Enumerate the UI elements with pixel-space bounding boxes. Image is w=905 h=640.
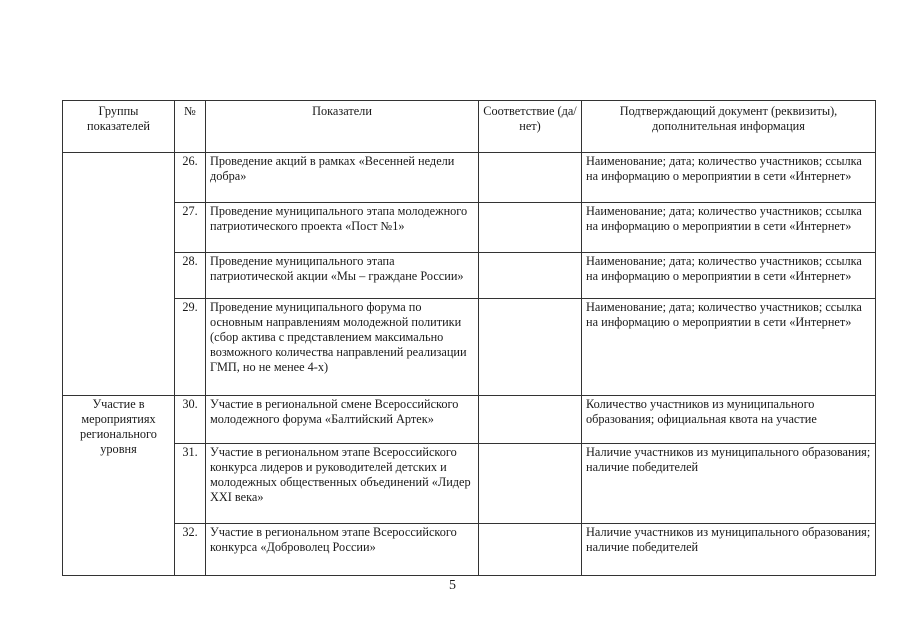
row-number: 28. xyxy=(175,253,206,299)
table-header-row xyxy=(63,101,876,153)
row-number: 27. xyxy=(175,203,206,253)
header-indicators: Показатели xyxy=(206,101,479,153)
page-number: 5 xyxy=(449,578,456,593)
table-row xyxy=(63,253,876,299)
table-row xyxy=(63,299,876,396)
indicator-cell: Проведение акций в рамках «Весенней недели добра» xyxy=(206,153,479,203)
compliance-cell xyxy=(479,203,582,253)
header-compliance: Соответствие (да/ нет) xyxy=(479,101,582,153)
compliance-cell xyxy=(479,253,582,299)
document-cell: Наименование; дата; количество участников; ссылка на информацию о мероприятии в сети «Интернет» xyxy=(582,203,876,253)
indicators-table xyxy=(62,100,876,576)
header-document: Подтверждающий документ (реквизиты), дополнительная информация xyxy=(582,101,876,153)
indicator-cell: Проведение муниципального этапа патриотической акции «Мы – граждане России» xyxy=(206,253,479,299)
compliance-cell xyxy=(479,396,582,444)
indicator-cell: Участие в региональной смене Всероссийского молодежного форума «Балтийский Артек» xyxy=(206,396,479,444)
row-number: 29. xyxy=(175,299,206,396)
document-cell: Наименование; дата; количество участников; ссылка на информацию о мероприятии в сети «Интернет» xyxy=(582,153,876,203)
group-cell-empty xyxy=(63,153,175,396)
row-number: 32. xyxy=(175,524,206,576)
document-cell: Наличие участников из муниципального образования; наличие победителей xyxy=(582,444,876,524)
compliance-cell xyxy=(479,153,582,203)
table-row xyxy=(63,203,876,253)
row-number: 30. xyxy=(175,396,206,444)
document-cell: Наименование; дата; количество участников; ссылка на информацию о мероприятии в сети «Интернет» xyxy=(582,299,876,396)
indicator-cell: Участие в региональном этапе Всероссийского конкурса «Доброволец России» xyxy=(206,524,479,576)
row-number: 26. xyxy=(175,153,206,203)
row-number: 31. xyxy=(175,444,206,524)
compliance-cell xyxy=(479,444,582,524)
compliance-cell xyxy=(479,299,582,396)
document-cell: Наличие участников из муниципального образования; наличие победителей xyxy=(582,524,876,576)
indicator-cell: Проведение муниципального форума по основным направлениям молодежной политики (сбор актива с представлением максимально возможного количества направлений реализации ГМП, но не менее 4-х) xyxy=(206,299,479,396)
indicator-cell: Участие в региональном этапе Всероссийского конкурса лидеров и руководителей детских и молодежных общественных объединений «Лидер XXI века» xyxy=(206,444,479,524)
indicator-cell: Проведение муниципального этапа молодежного патриотического проекта «Пост №1» xyxy=(206,203,479,253)
table-row xyxy=(63,153,876,203)
header-group: Группы показателей xyxy=(63,101,175,153)
compliance-cell xyxy=(479,524,582,576)
document-cell: Количество участников из муниципального образования; официальная квота на участие xyxy=(582,396,876,444)
header-num: № xyxy=(175,101,206,153)
document-cell: Наименование; дата; количество участников; ссылка на информацию о мероприятии в сети «Интернет» xyxy=(582,253,876,299)
table-row xyxy=(63,444,876,524)
table-row xyxy=(63,524,876,576)
table-row xyxy=(63,396,876,444)
group-cell-regional: Участие в мероприятиях регионального уровня xyxy=(63,396,175,576)
